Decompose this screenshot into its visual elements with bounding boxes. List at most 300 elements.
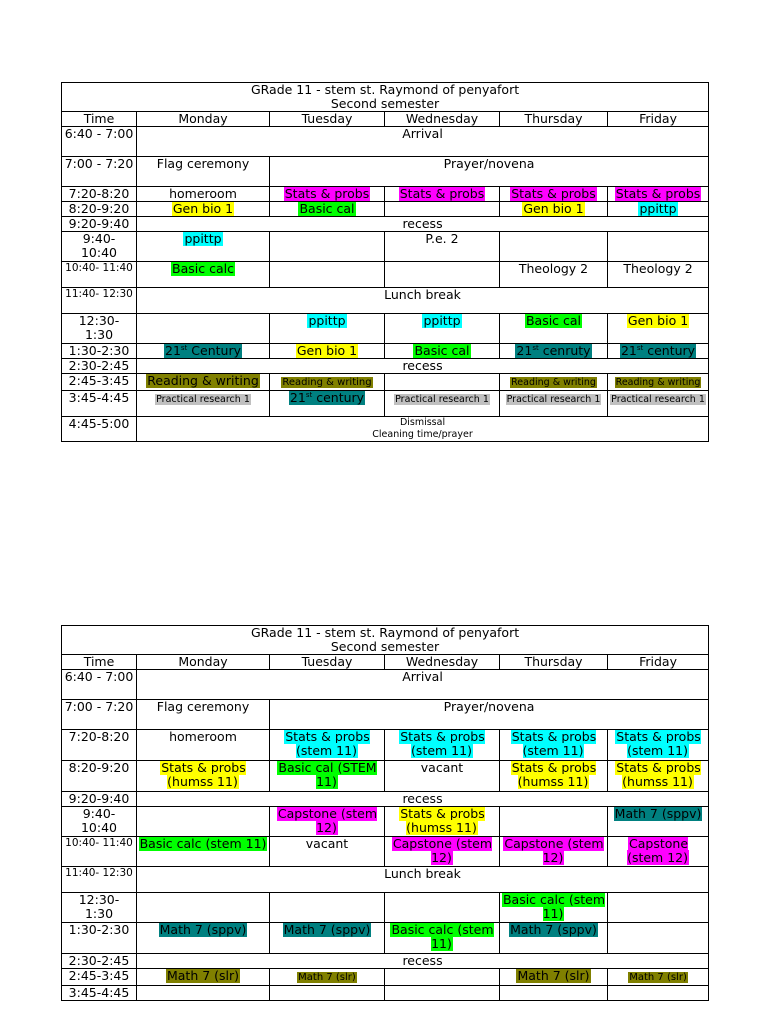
class-cell [608,837,709,867]
class-cell [608,374,709,391]
class-cell [500,986,608,1001]
schedule-row [62,670,709,700]
column-header: Thursday [500,655,608,670]
subject-label [627,314,689,329]
subject-text: Stats & probs (stem 11) [616,729,701,758]
column-header: Time [62,655,137,670]
spanning-label: recess [402,358,443,373]
subject-text: Basic cal [414,343,470,358]
subject-text: Capstone (stem 12) [392,836,493,865]
schedule-row [62,969,709,986]
class-cell [500,969,608,986]
class-cell [500,761,608,792]
subject-text: ppittp [308,313,346,328]
time-cell: 9:20-9:40 [62,792,137,807]
subject-text: Basic calc (stem 11) [139,836,267,851]
time-cell: 12:30- 1:30 [62,893,137,923]
class-cell [137,893,270,923]
class-cell [137,232,270,262]
class-cell [608,893,709,923]
subject-text: Capstone (stem 12) [504,836,604,865]
spanning-cell [137,127,709,157]
schedule-row [62,986,709,1001]
class-cell [608,923,709,954]
subject-text: Basic cal (STEM 11) [278,760,377,789]
spanning-cell [270,157,709,187]
schedule-title: GRade 11 - stem st. Raymond of penyafort [250,82,520,97]
subject-text: Stats & probs (stem 11) [285,729,370,758]
subject-text: Stats & probs (humss 11) [616,760,701,789]
time-cell: 1:30-2:30 [62,344,137,359]
column-header: Time [62,112,137,127]
class-cell [270,986,385,1001]
subject-label [510,377,597,388]
subject-text: Stats & probs [511,186,596,201]
ordinal-suffix: st [532,343,539,352]
schedule-row [62,314,709,344]
subject-label [399,187,486,202]
class-cell [608,807,709,837]
subject-label [392,837,492,866]
subject-text-rest: cenruty [538,343,591,358]
subject-text: Math 7 (slr) [166,968,240,983]
class-cell [137,391,270,417]
time-cell: 11:40- 12:30 [62,288,137,314]
subject-text: ppittp [639,201,677,216]
subject-label [509,923,598,938]
subject-text: Capstone (stem 12) [277,806,378,835]
ordinal-suffix: st [305,390,313,399]
class-cell [500,391,608,417]
subject-label [522,202,584,217]
class-cell [385,807,500,837]
subject-label [156,157,251,172]
subject-label [506,394,602,405]
subject-label [146,374,260,389]
schedule-row [62,807,709,837]
class-cell [500,202,608,217]
subject-text: Reading & writing [511,377,596,388]
subject-label [168,187,238,202]
schedule-row [62,127,709,157]
subject-label [394,394,490,405]
subject-label [160,761,246,790]
schedule-row [62,391,709,417]
schedule-row [62,359,709,374]
schedule-row [62,374,709,391]
subject-text: Stats & probs [284,186,370,201]
class-cell [137,202,270,217]
schedule-row [62,288,709,314]
subject-text: Theology 2 [623,261,693,276]
column-header: Thursday [500,112,608,127]
schedule-title: GRade 11 - stem st. Raymond of penyafort [250,625,520,640]
schedule-table-2 [61,625,709,1001]
subject-text: Basic calc (stem 11) [391,922,494,951]
class-cell [270,969,385,986]
ordinal-suffix: st [636,343,644,352]
subject-text: Gen bio 1 [627,313,689,328]
schedule-row [62,187,709,202]
title-row [62,626,709,655]
subject-text: Stats & probs [399,186,485,201]
spanning-cell [137,217,709,232]
time-cell: 12:30- 1:30 [62,314,137,344]
schedule-row [62,417,709,442]
class-cell [608,187,709,202]
spanning-cell [137,670,709,700]
subject-label [277,761,376,790]
subject-label [183,232,222,247]
subject-label [502,893,605,922]
class-cell [385,969,500,986]
subject-label [307,314,346,329]
time-cell: 7:20-8:20 [62,187,137,202]
class-cell [500,374,608,391]
subject-text: Stats & probs (humss 11) [511,760,597,789]
schedule-title-cell [62,83,709,112]
class-cell [385,232,500,262]
column-header: Monday [137,112,270,127]
class-cell [500,232,608,262]
subject-text: Math 7 (slr) [517,968,590,983]
subject-text: Math 7 (slr) [629,972,687,983]
time-cell: 11:40- 12:30 [62,867,137,893]
subject-label [171,262,235,277]
time-cell: 2:45-3:45 [62,969,137,986]
subject-label [620,344,696,359]
class-cell [500,893,608,923]
subject-text: Basic cal [525,313,582,328]
spanning-label: Arrival [402,126,443,141]
subject-text: Math 7 (sppv) [283,922,371,937]
class-cell [608,986,709,1001]
subject-text: Reading & writing [615,377,701,388]
class-cell [608,314,709,344]
subject-text: Gen bio 1 [296,343,358,358]
header-row [62,655,709,670]
subject-text: Math 7 (sppv) [510,922,597,937]
class-cell [608,262,709,288]
spanning-cell [137,792,709,807]
subject-label [296,344,358,359]
class-cell [385,730,500,761]
subject-text: Practical research 1 [156,394,250,405]
subject-label [172,202,234,217]
subject-text: Flag ceremony [156,699,250,714]
time-cell: 6:40 - 7:00 [62,670,137,700]
spanning-cell [137,288,709,314]
subject-text: Theology 2 [518,261,589,276]
class-cell [385,893,500,923]
subject-label [420,761,464,776]
class-cell [500,923,608,954]
class-cell [608,969,709,986]
class-cell [270,262,385,288]
class-cell [270,187,385,202]
schedule-row [62,837,709,867]
column-header: Wednesday [385,655,500,670]
class-cell [385,187,500,202]
subject-label [628,972,688,983]
class-cell [270,923,385,954]
class-cell [137,374,270,391]
class-cell [608,391,709,417]
column-header: Tuesday [270,655,385,670]
subject-label [155,394,251,405]
subject-text: Math 7 (sppv) [159,922,247,937]
class-cell [500,262,608,288]
class-cell [385,986,500,1001]
schedule-table-1 [61,82,709,442]
spanning-cell [270,700,709,730]
spanning-cell [137,359,709,374]
column-header: Tuesday [270,112,385,127]
subject-label [525,314,582,329]
subject-label [610,394,706,405]
class-cell [500,187,608,202]
time-cell: 9:20-9:40 [62,217,137,232]
subject-label [305,837,349,852]
spanning-label: recess [402,791,443,806]
subject-label [166,969,240,984]
subject-text: Math 7 (sppv) [614,806,702,821]
class-cell [137,837,270,867]
class-cell [270,837,385,867]
time-cell: 2:30-2:45 [62,359,137,374]
time-cell: 10:40- 11:40 [62,837,137,867]
class-cell [385,314,500,344]
spanning-label: recess [402,216,443,231]
class-cell [385,374,500,391]
subject-text: homeroom [169,729,237,744]
subject-label [614,807,703,822]
subject-text: ppittp [184,231,222,246]
class-cell [270,314,385,344]
class-cell [270,374,385,391]
class-cell [137,187,270,202]
class-cell [137,807,270,837]
class-cell [270,202,385,217]
subject-text: vacant [420,760,464,775]
subject-label [615,730,701,759]
class-cell [137,730,270,761]
spanning-cell [137,954,709,969]
subject-label [615,761,701,790]
subject-text: Reading & writing [147,373,259,388]
subject-text: 21 [620,343,637,358]
subject-text: Stats & probs (stem 11) [400,729,485,758]
schedule-subtitle: Second semester [330,96,440,111]
time-cell: 7:20-8:20 [62,730,137,761]
subject-label [615,187,702,202]
subject-label [281,377,372,388]
class-cell [500,344,608,359]
subject-label [615,377,702,388]
subject-text: 21 [165,343,181,358]
subject-text: ppittp [423,313,461,328]
schedule-title-cell [62,626,709,655]
subject-label [164,344,242,359]
class-cell [137,344,270,359]
subject-label [503,837,603,866]
schedule-row [62,792,709,807]
class-cell [137,986,270,1001]
subject-label [516,969,590,984]
schedule-row [62,893,709,923]
schedule-row [62,217,709,232]
subject-label [298,202,355,217]
subject-label [622,262,693,277]
class-cell [137,700,270,730]
subject-label [627,837,689,866]
schedule-row [62,202,709,217]
spanning-label: Lunch break [384,866,461,881]
subject-text: Stats & probs [615,186,701,201]
class-cell [608,730,709,761]
class-cell [270,232,385,262]
spanning-label: Lunch break [384,287,461,302]
subject-text: Flag ceremony [156,156,250,171]
column-header: Monday [137,655,270,670]
subject-text: P.e. 2 [425,231,459,246]
class-cell [137,314,270,344]
schedule-row [62,700,709,730]
subject-label [277,807,377,836]
spanning-label: Arrival [402,669,443,684]
schedule-row [62,344,709,359]
spanning-label: Prayer/novena [443,699,535,714]
spanning-label-2: Cleaning time/prayer [372,429,473,440]
subject-text-rest: century [643,343,696,358]
subject-label [139,837,268,852]
subject-label [510,187,597,202]
class-cell [270,391,385,417]
subject-text: Capstone (stem 12) [627,836,689,865]
class-cell [270,761,385,792]
subject-text: Basic calc [172,261,234,276]
subject-label [297,972,357,983]
time-cell: 6:40 - 7:00 [62,127,137,157]
schedule-row [62,867,709,893]
spanning-label: Prayer/novena [443,156,535,171]
class-cell [500,314,608,344]
subject-label [390,923,493,952]
class-cell [137,923,270,954]
schedule-row [62,923,709,954]
time-cell: 4:45-5:00 [62,417,137,442]
schedule-subtitle: Second semester [330,639,440,654]
schedule-row [62,157,709,187]
spanning-label: recess [402,953,443,968]
time-cell: 10:40- 11:40 [62,262,137,288]
subject-label [284,730,370,759]
time-cell: 1:30-2:30 [62,923,137,954]
subject-text: Practical research 1 [506,394,601,405]
schedule-row [62,262,709,288]
class-cell [385,344,500,359]
class-cell [137,969,270,986]
subject-label [156,700,251,715]
subject-text: Basic cal [299,201,355,216]
subject-text: Gen bio 1 [172,201,234,216]
time-cell: 3:45-4:45 [62,986,137,1001]
subject-label [168,730,238,745]
time-cell: 2:45-3:45 [62,374,137,391]
class-cell [608,232,709,262]
subject-text-rest: century [312,390,365,405]
ordinal-suffix: st [180,343,188,352]
subject-text: 21 [516,343,533,358]
spanning-cell [137,417,709,442]
subject-text: homeroom [169,186,237,201]
class-cell [385,391,500,417]
time-cell: 9:40- 10:40 [62,232,137,262]
subject-text: 21 [289,390,306,405]
title-row [62,83,709,112]
schedule-row [62,232,709,262]
subject-label [284,187,371,202]
subject-label [159,923,248,938]
column-header: Friday [608,655,709,670]
subject-label [515,344,591,359]
subject-text: Gen bio 1 [523,201,584,216]
class-cell [500,730,608,761]
subject-label [289,391,365,406]
class-cell [500,837,608,867]
subject-text: Basic calc (stem 11) [502,892,606,921]
subject-text: Stats & probs (humss 11) [161,760,246,789]
subject-text: Stats & probs (humss 11) [400,806,485,835]
class-cell [608,344,709,359]
class-cell [270,807,385,837]
schedule-row [62,761,709,792]
subject-label [422,314,461,329]
class-cell [385,837,500,867]
time-cell: 2:30-2:45 [62,954,137,969]
class-cell [270,730,385,761]
class-cell [137,157,270,187]
subject-text: Stats & probs (stem 11) [511,729,597,758]
class-cell [270,893,385,923]
class-cell [608,202,709,217]
subject-text-rest: Century [187,343,241,358]
class-cell [385,202,500,217]
time-cell: 7:00 - 7:20 [62,700,137,730]
time-cell: 3:45-4:45 [62,391,137,417]
subject-text: Practical research 1 [395,394,489,405]
header-row [62,112,709,127]
spanning-cell [137,867,709,893]
subject-label [283,923,372,938]
subject-label [399,807,485,836]
time-cell: 7:00 - 7:20 [62,157,137,187]
class-cell [500,807,608,837]
class-cell [385,923,500,954]
time-cell: 8:20-9:20 [62,202,137,217]
time-cell: 9:40- 10:40 [62,807,137,837]
schedule-row [62,730,709,761]
class-cell [385,761,500,792]
subject-label [413,344,470,359]
class-cell [270,344,385,359]
column-header: Wednesday [385,112,500,127]
subject-label [638,202,677,217]
schedule-row [62,954,709,969]
class-cell [137,262,270,288]
column-header: Friday [608,112,709,127]
subject-text: vacant [305,836,349,851]
